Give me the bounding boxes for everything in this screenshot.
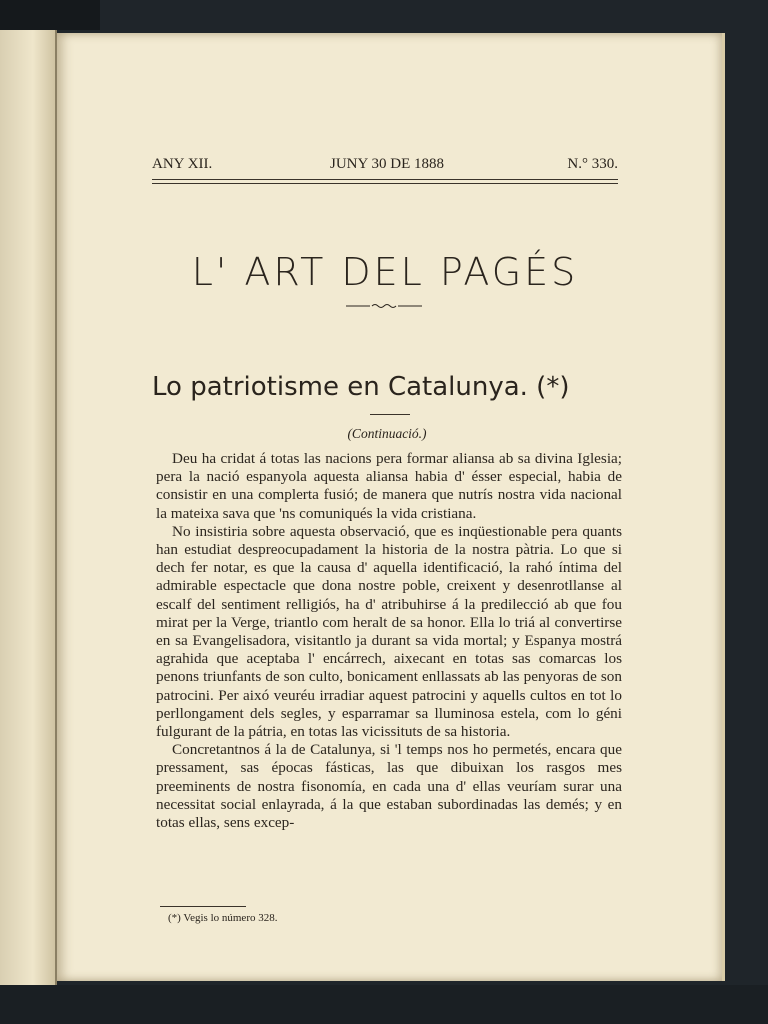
issue-number: N.° 330. (567, 156, 618, 172)
footnote: (*) Vegis lo número 328. (168, 912, 278, 924)
footnote-rule (160, 906, 246, 907)
paragraph: Concretantnos á la de Catalunya, si 'l temps nos ho permetés, encara que pressament, sas épocas fásticas, las que dibuixan los rasgos mes preeminents de nostra fisonomía, en cada una d' ellas veuríam surar una necessitat social enlayrada, á la que estaban subordinadas las demés; y en totas ellas, sens excep- (156, 741, 622, 832)
masthead-title: L' ART DEL PAGÉS (191, 250, 579, 294)
article-subtitle: (Continuació.) (347, 426, 427, 441)
issue-date: JUNY 30 DE 1888 (330, 156, 445, 172)
paragraph: No insistiria sobre aquesta observació, que es inqüestionable pera quants han estudiat despreocupadament la historia de la nostra pàtria. Lo que si dech fer notar, es que la causa d' aquella identificació, la rahó íntima del admirable espectacle que dona nostre poble, creixent y desenrotllanse al escalf del sentiment relligiós, ha d' atribuhirse á la predilecció ab que fou mirat per la Verge, triantlo com heralt de sa honor. Ella lo triá al convertirse en sa Evangelisadora, visitantlo ja durant sa vida mortal; y Espanya mostrá agrahida que aceptaba l' encárrech, aixecant en totas sas comarcas los penons triunfants de son culto, bonicament enllassats ab las penyoras de son patrocini. Per aixó veuréu irradiar aquest patrocini y aquells cultos en tot lo perllongament dels segles, y esparramar sa lluminosa estela, com lo géni fulgurant de la pátria, en totas las vicissituts de sa historia. (156, 522, 622, 741)
volume-label: ANY XII. (152, 156, 213, 172)
paragraph: Deu ha cridat á totas las nacions pera formar aliansa ab sa divina Iglesia; pera la nació espanyola aquesta aliansa habia d' ésser especial, habia de consistir en una complerta fusió; de manera que nutrís nostra vida nacional la mateixa sava que 'ns comuniqués la vida cristiana. (156, 450, 622, 522)
header-rule (152, 183, 618, 184)
book-edge (0, 0, 100, 30)
header-rule (152, 179, 618, 180)
background-band (0, 985, 768, 1024)
running-header (152, 156, 618, 176)
previous-page-edge (0, 30, 57, 985)
ornament-divider (346, 302, 422, 310)
article-title: Lo patriotisme en Catalunya. (*) (152, 372, 570, 402)
article-body (156, 450, 622, 832)
title-rule (370, 414, 410, 415)
